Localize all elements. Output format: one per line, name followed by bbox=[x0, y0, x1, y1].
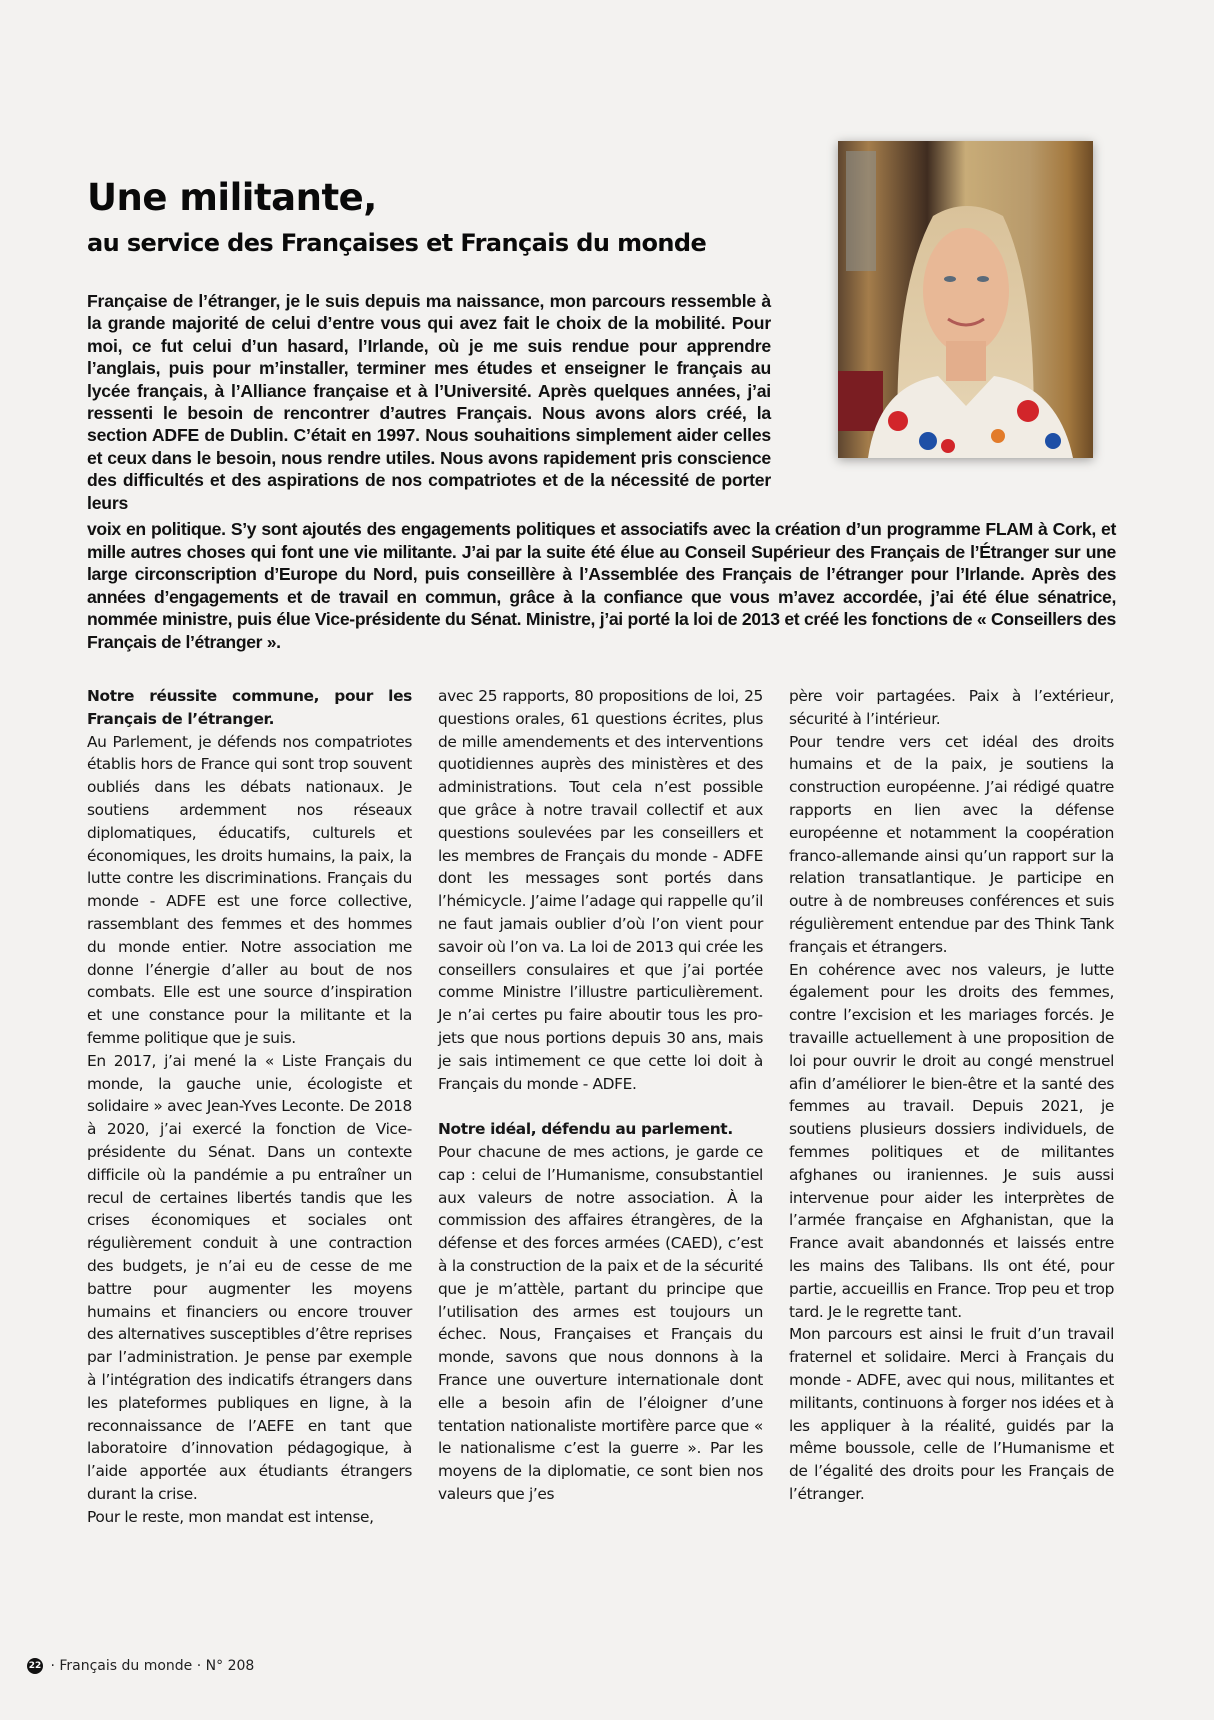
portrait-illustration-icon bbox=[838, 141, 1093, 458]
intro-paragraph-narrow: Française de l’étranger, je le suis depuis ma naissance, mon parcours ressemble à la grande majorité de celui d’entre vous qui avez fait le choix de la mobilité. Pour moi, ce fut celui d’un hasard, l’Irlande, où je me suis rendue pour apprendre l’anglais, puis pour m’installer, terminer mes études et enseigner le français au lycée français, à l’Alliance française et à l’Université. Après quelques années, j’ai ressenti le besoin de rencontrer d’autres Français. Nous avons alors créé, la section ADFE de Dublin. C’était en 1997. Nous souhaitions simplement aider celles et ceux dans le besoin, nous rendre utiles. Nous avons rapidement pris conscience des difficultés et des aspirations de nos compatriotes et de la nécessité de porter leurs bbox=[87, 291, 771, 513]
issue-number: N° 208 bbox=[205, 1658, 255, 1674]
body-paragraph: Mon parcours est ainsi le fruit d’un travail fraternel et solidaire. Merci à Français du monde - ADFE, avec qui nous, militantes et militants, continuons à forger nos idées et à les appliquer à la réalité, guidés par la même boussole, celle de l’Humanisme et de l’égalité des droits pour les Français de l’étranger. bbox=[789, 1325, 1114, 1503]
body-paragraph: Pour tendre vers cet idéal des droits humains et de la paix, je soutiens la construction européenne. J’ai rédigé quatre rapports en lien avec la défense européenne et notamment la coopération franco-allemande ainsi qu’un rapport sur la relation transatlantique. Je participe en outre à de nombreuses conférences et suis régulièrement entendue par des Think Tank français et étrangers. bbox=[789, 732, 1114, 956]
body-paragraph: Pour chacune de mes actions, je garde ce cap : celui de l’Humanisme, consubstantiel aux valeurs de notre association. À la commission des affaires étrangères, de la défense et des forces armées (CAED), c’est à la construction de la paix et de la sécurité que je m’attèle, partant du principe que l’utilisation des armes est toujours un échec. Nous, Françaises et Français du monde, savons que nous donnons à la France une ouverture internationale dont elle a besoin afin de l’éloigner d’une tentation nationaliste mortifère parce que « le nationalisme c’est la guerre ». Par les moyens de la diplomatie, ce sont bien nos valeurs que j’es bbox=[438, 1142, 763, 1503]
intro-paragraph-wide: voix en politique. S’y sont ajoutés des engagements politiques et associatifs avec la création d’un programme FLAM à Cork, et mille autres choses qui font une vie militante. J’ai par la suite été élue au Conseil Supérieur des Français de l’Étranger sur une large circonscription d’Europe du Nord, puis conseillère à l’Assemblée des Français de l’étranger pour l’Irlande. Après des années d’engagements et de travail en commun, grâce à la confiance que vous m’avez accordée, j’ai été élue sénatrice, nommée ministre, puis élue Vice-présidente du Sénat. Ministre, j’ai porté la loi de 2013 et créé les fonctions de « Conseillers des Français de l’étranger ». bbox=[87, 519, 1116, 652]
section-heading: Notre idéal, défendu au parlement. bbox=[438, 1120, 733, 1139]
page-number-badge: 22 bbox=[27, 1658, 43, 1674]
footer-separator: · bbox=[192, 1658, 206, 1674]
body-paragraph: Au Parlement, je défends nos compatriotes établis hors de France qui sont trop souvent oubliés dans les débats nationaux. Je soutiens ardemment nos réseaux diplomatiques, éducatifs, culturels et économiques, les droits humains, la paix, la lutte contre les discriminations. Français du monde - ADFE est une force collective, rassemblant des femmes et des hommes du monde entier. Notre association me donne l’énergie d’aller au bout de nos combats. Elle est une source d’inspiration et une constance pour la militante et la femme politique que je suis. bbox=[87, 732, 412, 1047]
article-subtitle: au service des Françaises et Français du monde bbox=[87, 229, 707, 257]
publication-name: Français du monde bbox=[59, 1658, 193, 1674]
column-1 bbox=[87, 685, 412, 1528]
paragraph-spacer bbox=[438, 1095, 763, 1118]
body-paragraph: avec 25 rapports, 80 propositions de loi, 25 questions orales, 61 questions écrites, plus de mille amendements et des interventions quotidiennes auprès des ministères et des administrations. Tout cela n’est possible que grâce à notre travail collectif et aux questions soulevées par les conseillers et les membres de Français du monde - ADFE dont les messages sont portés dans l’hémicycle. J’aime l’adage qui rappelle qu’il ne faut jamais oublier d’où l’on vient pour savoir où l’on va. La loi de 2013 qui crée les conseillers consulaires et que j’ai portée comme Ministre l’illustre particulièrement. Je n’ai certes pu faire aboutir tous les projets que nous portions depuis 30 ans, mais je sais intimement ce que cette loi doit à Français du monde - ADFE. bbox=[438, 687, 763, 1093]
body-paragraph: Pour le reste, mon mandat est intense, bbox=[87, 1507, 374, 1526]
body-paragraph: père voir partagées. Paix à l’extérieur, sécurité à l’intérieur. bbox=[789, 687, 1114, 728]
column-2 bbox=[438, 685, 763, 1506]
article-title: Une militante, bbox=[87, 176, 377, 219]
footer-separator: · bbox=[46, 1658, 60, 1674]
portrait-photo bbox=[838, 141, 1093, 458]
column-3 bbox=[789, 685, 1114, 1506]
body-paragraph: En cohérence avec nos valeurs, je lutte également pour les droits des femmes, contre l’excision et les mariages forcés. Je travaille actuellement à une proposition de loi pour ouvrir le droit au congé menstruel afin d’améliorer le bien-être et la santé des femmes au travail. Depuis 2021, je soutiens plusieurs dossiers individuels, de femmes politiques et de militantes afghanes ou iraniennes. Je suis aussi intervenue pour aider les interprètes de l’armée française en Afghanistan, que la France avait abandonnés et laissés entre les mains des Talibans. Ils ont été, pour partie, accueillis en France. Trop peu et trop tard. Je le regrette tant. bbox=[789, 960, 1114, 1321]
page-footer bbox=[27, 1658, 254, 1674]
body-paragraph: En 2017, j’ai mené la « Liste Français du monde, la gauche unie, écologiste et solidaire » avec Jean-Yves Leconte. De 2018 à 2020, j’ai exercé la fonction de Vice-présidente du Sénat. Dans un contexte difficile où la pandémie a pu entraîner un recul de certaines libertés tandis que les crises économiques et sociales ont régulièrement conduit à une contraction des budgets, je n’ai eu de cesse de me battre pour augmenter les moyens humains et financiers ou encore trouver des alternatives susceptibles d’être reprises par l’administration. Je pense par exemple à l’intégration des indicatifs étrangers dans les plateformes publiques en ligne, à la reconnaissance de l’AEFE en tant que laboratoire d’innovation pédagogique, à l’aide apportée aux étudiants étrangers durant la crise. bbox=[87, 1051, 412, 1503]
section-heading: Notre réussite commune, pour les Français de l’étranger. bbox=[87, 687, 412, 728]
